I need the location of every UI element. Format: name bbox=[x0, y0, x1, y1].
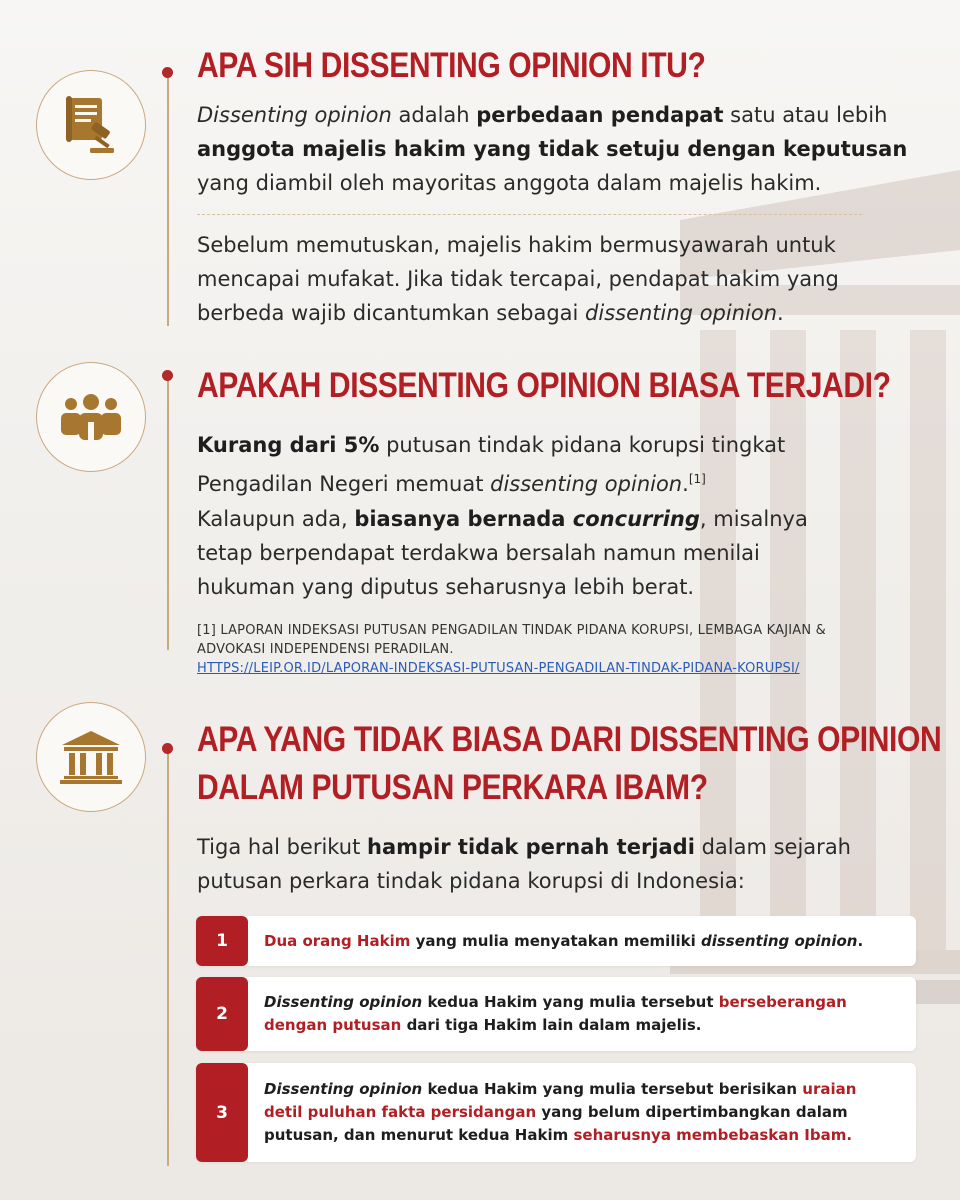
list-item-1 bbox=[196, 916, 916, 966]
section2-paragraph2: Kalaupun ada, biasanya bernada concurring, misalnya tetap berpendapat terdakwa bersalah namun menilai hukuman yang diputus seharusnya lebih berat. bbox=[197, 507, 808, 599]
section1-title: APA SIH DISSENTING OPINION ITU? bbox=[197, 46, 706, 85]
section1-timeline-line bbox=[167, 72, 169, 326]
footnote-link[interactable]: HTTPS://LEIP.OR.ID/LAPORAN-INDEKSASI-PUTUSAN-PENGADILAN-TINDAK-PIDANA-KORUPSI/ bbox=[197, 661, 800, 676]
list-item-number: 1 bbox=[196, 916, 248, 966]
section3-title: APA YANG TIDAK BIASA DARI DISSENTING OPINION DALAM PUTUSAN PERKARA IBAM? bbox=[197, 720, 942, 807]
list-item-number: 2 bbox=[196, 977, 248, 1051]
list-item-number: 3 bbox=[196, 1063, 248, 1162]
courthouse-icon bbox=[60, 729, 122, 785]
section3-intro: Tiga hal berikut hampir tidak pernah terjadi dalam sejarah putusan perkara tindak pidana korupsi di Indonesia: bbox=[197, 835, 851, 893]
people-group-icon bbox=[59, 394, 123, 440]
section2-footnote: [1] LAPORAN INDEKSASI PUTUSAN PENGADILAN TINDAK PIDANA KORUPSI, LEMBAGA KAJIAN & ADVOKASI INDEPENDENSI PERADILAN. HTTPS://LEIP.OR.ID/LAPORAN-INDEKSASI-PUTUSAN-PENGADILAN-TINDAK-PIDANA-KORUPSI/ bbox=[197, 623, 826, 676]
section1-icon-circle bbox=[36, 70, 146, 180]
section3-timeline-dot bbox=[162, 743, 173, 754]
list-item-text: Dissenting opinion kedua Hakim yang mulia tersebut berisikan uraian detil puluhan fakta persidangan yang belum dipertimbangkan dalam putusan, dan menurut kedua Hakim seharusnya membebaskan Ibam. bbox=[264, 1080, 857, 1144]
section2-timeline-line bbox=[167, 375, 169, 650]
list-item-text: Dissenting opinion kedua Hakim yang mulia tersebut berseberangan dengan putusan dari tiga Hakim lain dalam majelis. bbox=[264, 993, 847, 1034]
section3-timeline-line bbox=[167, 748, 169, 1166]
section1-timeline-dot bbox=[162, 67, 173, 78]
section3-icon-circle bbox=[36, 702, 146, 812]
section1-paragraph2: Sebelum memutuskan, majelis hakim bermusyawarah untuk mencapai mufakat. Jika tidak tercapai, pendapat hakim yang berbeda wajib dicantumkan sebagai dissenting opinion. bbox=[197, 233, 839, 325]
section1-paragraph1: Dissenting opinion adalah perbedaan pendapat satu atau lebih anggota majelis hakim yang tidak setuju dengan keputusan yang diambil oleh mayoritas anggota dalam majelis hakim. bbox=[197, 103, 908, 195]
section2-title: APAKAH DISSENTING OPINION BIASA TERJADI? bbox=[197, 366, 891, 405]
section2-timeline-dot bbox=[162, 370, 173, 381]
section1-divider bbox=[197, 214, 862, 215]
section2-icon-circle bbox=[36, 362, 146, 472]
list-item-2 bbox=[196, 977, 916, 1051]
list-item-3 bbox=[196, 1063, 916, 1162]
list-item-text: Dua orang Hakim yang mulia menyatakan memiliki dissenting opinion. bbox=[264, 931, 864, 950]
legal-document-gavel-icon bbox=[62, 94, 120, 156]
section2-paragraph1: Kurang dari 5% putusan tindak pidana korupsi tingkat Pengadilan Negeri memuat dissenting opinion.[1] bbox=[197, 433, 786, 496]
